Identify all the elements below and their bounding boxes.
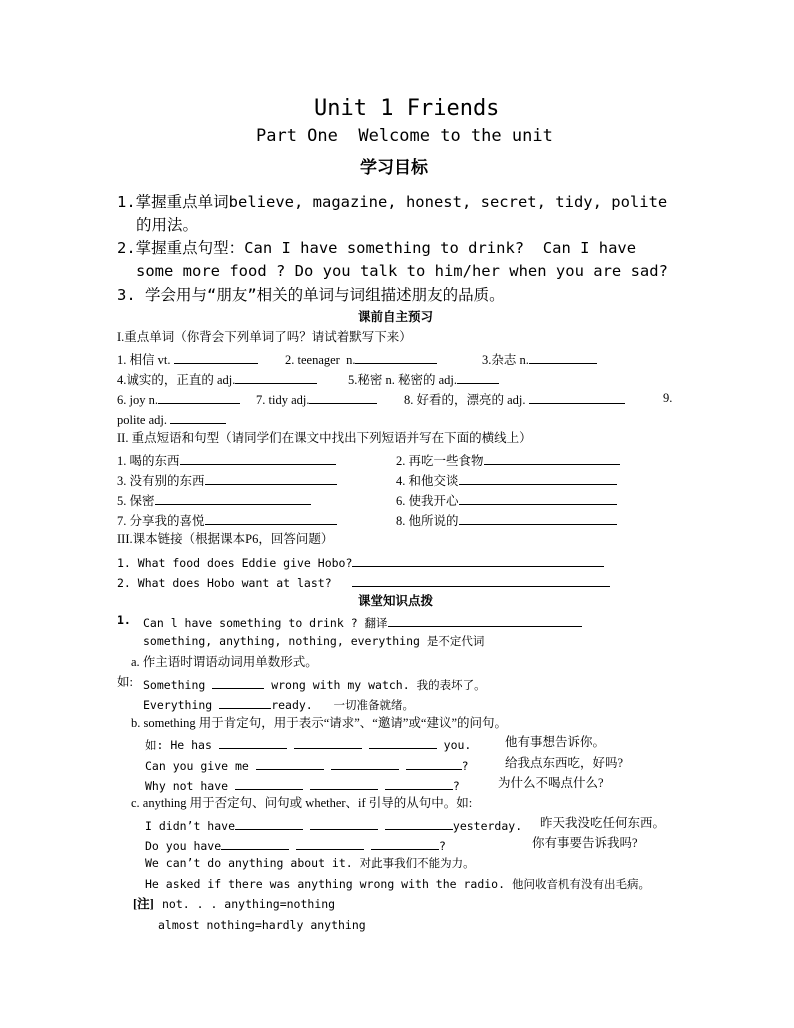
blank-line[interactable]: [352, 555, 604, 567]
goal-3: 3. 学会用与“朋友”相关的单词与词组描述朋友的品质。: [117, 286, 505, 304]
blank-line[interactable]: [406, 758, 462, 770]
indefinite-pronouns: something, anything, nothing, everything 是不定代词: [143, 634, 485, 648]
example-2: Everything ready. 一切准备就绪。: [143, 698, 414, 712]
goal-2: 2.掌握重点句型：Can I have something to drink? Can I have: [117, 239, 637, 257]
blank-line[interactable]: [158, 392, 240, 404]
goal-2-cont: some more food ? Do you talk to him/her when you are sad?: [136, 262, 668, 280]
c-example-2: Do you have ?: [145, 839, 446, 853]
blank-line[interactable]: [385, 778, 453, 790]
phrase-8: 8. 他所说的: [396, 513, 617, 528]
b-example-1: 如: He has you.: [145, 738, 472, 752]
goal-1-cont: 的用法。: [136, 216, 199, 234]
rule-a: a. 作主语时谓语动词用单数形式。: [131, 655, 318, 669]
point-1-number: 1.: [117, 613, 131, 627]
section-1-title: I.重点单词（你背会下列单词了吗？请试着默写下来）: [117, 330, 412, 344]
blank-line[interactable]: [296, 838, 364, 850]
blank-line[interactable]: [205, 473, 337, 485]
b-example-1-cn: 他有事想告诉你。: [505, 735, 606, 749]
question-1: 1. What food does Eddie give Hobo?: [117, 555, 604, 570]
section-2-title: II. 重点短语和句型（请同学们在课文中找出下列短语并写在下面的横线上）: [117, 431, 532, 445]
word-1: 1. 相信 vt.: [117, 352, 258, 367]
blank-line[interactable]: [155, 493, 311, 505]
goals-heading: 学习目标: [360, 158, 428, 178]
word-9: polite adj.: [117, 412, 226, 427]
phrase-3: 3. 没有别的东西: [117, 473, 337, 488]
blank-line[interactable]: [388, 615, 582, 627]
blank-line[interactable]: [352, 575, 610, 587]
phrase-5: 5. 保密: [117, 493, 311, 508]
note-1: not. . . anything=nothing: [162, 897, 336, 911]
blank-line[interactable]: [371, 838, 439, 850]
word-7: 7. tidy adj.: [256, 392, 377, 407]
example-1: Something wrong with my watch. 我的表坏了。: [143, 678, 486, 692]
blank-line[interactable]: [484, 453, 620, 465]
phrase-2: 2. 再吃一些食物: [396, 453, 620, 468]
blank-line[interactable]: [294, 737, 362, 749]
word-9-num: 9.: [663, 391, 673, 405]
b-example-3-cn: 为什么不喝点什么?: [498, 776, 604, 790]
class-heading: 课堂知识点拨: [358, 593, 434, 608]
phrase-1: 1. 喝的东西: [117, 453, 336, 468]
c-example-3: We can’t do anything about it. 对此事我们不能为力。: [145, 856, 475, 870]
blank-line[interactable]: [331, 758, 399, 770]
blank-line[interactable]: [310, 818, 378, 830]
blank-line[interactable]: [385, 818, 453, 830]
blank-line[interactable]: [205, 513, 337, 525]
phrase-4: 4. 和他交谈: [396, 473, 617, 488]
blank-line[interactable]: [355, 352, 437, 364]
example-label: 如:: [117, 675, 133, 689]
blank-line[interactable]: [180, 453, 336, 465]
word-5: 5.秘密 n. 秘密的 adj.: [348, 372, 499, 387]
blank-line[interactable]: [219, 697, 271, 709]
word-8: 8. 好看的，漂亮的 adj.: [404, 392, 625, 407]
b-example-2: Can you give me ?: [145, 759, 469, 773]
preview-heading: 课前自主预习: [358, 309, 434, 324]
blank-line[interactable]: [459, 473, 617, 485]
part-subtitle: Part One Welcome to the unit: [256, 126, 553, 146]
word-6: 6. joy n.: [117, 392, 240, 407]
word-4: 4.诚实的，正直的 adj.: [117, 372, 317, 387]
word-3: 3.杂志 n.: [482, 352, 597, 367]
blank-line[interactable]: [174, 352, 258, 364]
b-example-2-cn: 给我点东西吃，好吗?: [505, 756, 624, 770]
blank-line[interactable]: [369, 737, 437, 749]
blank-line[interactable]: [219, 737, 287, 749]
blank-line[interactable]: [212, 677, 264, 689]
blank-line[interactable]: [310, 778, 378, 790]
rule-c: c. anything 用于否定句、问句或 whether、if 引导的从句中。如:: [131, 796, 473, 810]
c-example-1: I didn’t have yesterday.: [145, 819, 523, 833]
section-3-title: III.课本链接（根据课本P6，回答问题）: [117, 532, 334, 546]
note-2: almost nothing=hardly anything: [158, 918, 366, 932]
rule-b: b. something 用于肯定句，用于表示“请求”、“邀请”或“建议”的问句。: [131, 716, 507, 730]
c-example-2-cn: 你有事要告诉我吗?: [532, 836, 638, 850]
goal-1: 1.掌握重点单词believe, magazine, honest, secret, tidy, polite: [117, 193, 668, 211]
blank-line[interactable]: [221, 838, 289, 850]
phrase-6: 6. 使我开心: [396, 493, 617, 508]
c-example-1-cn: 昨天我没吃任何东西。: [540, 816, 666, 830]
blank-line[interactable]: [529, 392, 625, 404]
blank-line[interactable]: [529, 352, 597, 364]
blank-line[interactable]: [459, 493, 617, 505]
note-label: [注]: [133, 897, 154, 911]
blank-line[interactable]: [170, 412, 226, 424]
blank-line[interactable]: [235, 778, 303, 790]
blank-line[interactable]: [459, 513, 617, 525]
unit-title: Unit 1 Friends: [314, 96, 500, 121]
blank-line[interactable]: [256, 758, 324, 770]
b-example-3: Why not have ?: [145, 779, 460, 793]
blank-line[interactable]: [457, 372, 499, 384]
c-example-4: He asked if there was anything wrong with the radio. 他问收音机有没有出毛病。: [145, 877, 650, 891]
phrase-7: 7. 分享我的喜悦: [117, 513, 337, 528]
question-2: 2. What does Hobo want at last?: [117, 575, 610, 590]
point-1: Can l have something to drink ? 翻译: [143, 615, 582, 630]
blank-line[interactable]: [309, 392, 377, 404]
blank-line[interactable]: [235, 372, 317, 384]
blank-line[interactable]: [235, 818, 303, 830]
word-2: 2. teenager n.: [285, 352, 437, 367]
